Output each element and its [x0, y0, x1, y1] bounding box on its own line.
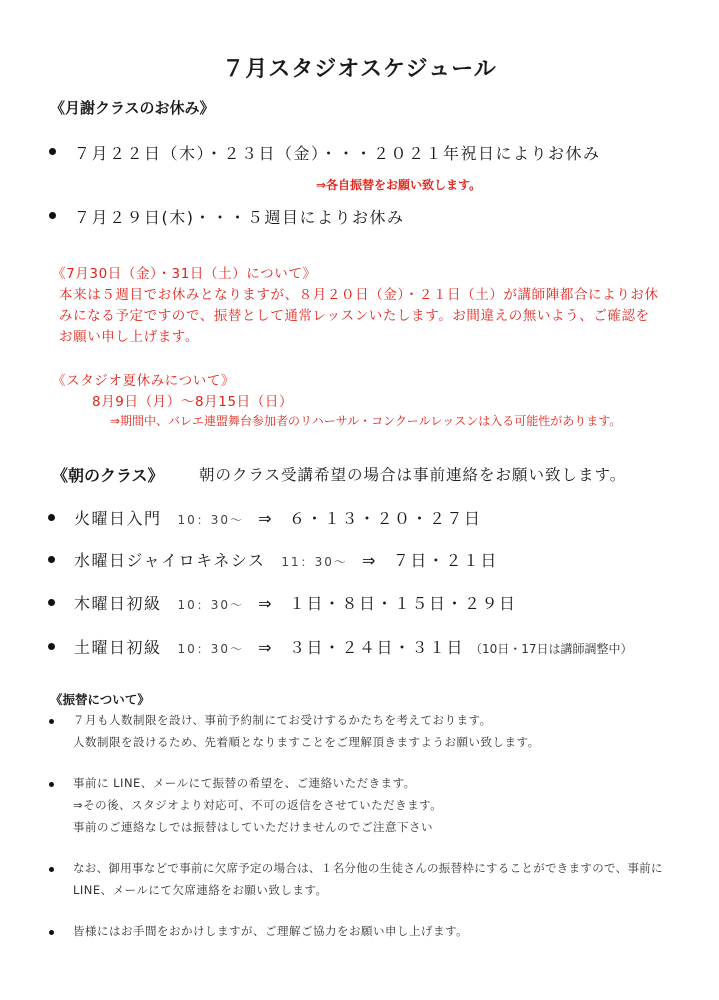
holiday-item-2: ７月２９日(木)・・・５週目によりお休み	[74, 208, 405, 227]
bullet	[48, 514, 55, 521]
getsu-heading: 《月謝クラスのお休み》	[50, 99, 215, 117]
class-time: 10：30～	[177, 642, 245, 656]
bullet	[49, 719, 54, 724]
furikae-p1-line-2: 人数制限を設けるため、先着順となりますことをご理解頂きますようお願い致します。	[73, 735, 540, 749]
holiday-item-1-note: ⇒各自振替をお願い致します。	[316, 178, 482, 192]
bullet	[48, 599, 55, 606]
furikae-p3-line-2: LINE、メールにて欠席連絡をお願い致します。	[73, 883, 328, 897]
arrow-icon: ⇒	[361, 551, 377, 570]
summer-dates: 8月9日（月）～8月15日（日）	[92, 394, 294, 410]
class-name: 火曜日入門	[74, 509, 162, 528]
arrow-icon: ⇒	[258, 638, 273, 657]
page-title: ７月スタジオスケジュール	[222, 57, 497, 82]
furikae-p3-line-1: なお、御用事などで事前に欠席予定の場合は、１名分他の生徒さんの振替枠にすることができますので、事前に	[73, 861, 663, 875]
summer-note: ⇒期間中、バレエ連盟舞台参加者のリハーサル・コンクールレッスンは入る可能性があります。	[110, 414, 622, 428]
furikae-heading: 《振替について》	[50, 692, 150, 707]
class-dates: ７日・２１日	[392, 551, 498, 570]
summer-heading: 《スタジオ夏休みについて》	[52, 373, 236, 389]
morning-subtitle: 朝のクラス受講希望の場合は事前連絡をお願い致します。	[199, 466, 627, 484]
furikae-p2-line-3: 事前のご連絡なしでは振替はしていただけませんのでご注意下さい	[73, 820, 433, 834]
bullet	[48, 556, 55, 563]
furikae-p1-line-1: ７月も人数制限を設け、事前予約制にてお受けするかたちを考えております。	[73, 713, 492, 727]
arrow-icon: ⇒	[258, 509, 273, 528]
notice-line-2: みになる予定ですので、振替として通常レッスンいたします。お間違えの無いよう、ご確認を	[59, 308, 650, 324]
morning-class-row	[74, 506, 481, 529]
furikae-p2-line-1: 事前に LINE、メールにて振替の希望を、ご連絡いただきます。	[73, 776, 416, 790]
class-dates: ３日・２４日・３１日	[288, 638, 464, 657]
bullet	[49, 782, 54, 787]
furikae-p2-line-2: ⇒その後、スタジオより対応可、不可の返信をさせていただきます。	[73, 798, 443, 812]
class-note: （10日・17日は講師調整中）	[469, 642, 633, 656]
holiday-item-1: ７月２２日（木）・２３日（金）・・・２０２１年祝日によりお休み	[74, 144, 601, 163]
bullet	[49, 930, 54, 935]
notice-heading: 《7月30日（金）・31日（土）について》	[52, 266, 317, 282]
class-name: 水曜日ジャイロキネシス	[74, 551, 266, 570]
notice-line-1: 本来は５週目でお休みとなりますが、８月２０日（金）・２１日（土）が講師陣都合によりお休	[59, 287, 659, 303]
class-name: 土曜日初級	[74, 638, 162, 657]
morning-class-row	[74, 548, 498, 571]
morning-heading: 《朝のクラス》	[52, 466, 164, 485]
arrow-icon: ⇒	[258, 594, 273, 613]
morning-class-row	[74, 635, 633, 658]
class-time: 10：30～	[177, 598, 245, 612]
morning-class-row	[74, 591, 516, 614]
bullet	[49, 148, 56, 155]
furikae-p4: 皆様にはお手間をおかけしますが、ご理解ご協力をお願い申し上げます。	[73, 924, 469, 938]
bullet	[48, 643, 55, 650]
class-dates: １日・８日・１５日・２９日	[288, 594, 517, 613]
class-dates: ６・１３・２０・２７日	[288, 509, 482, 528]
class-time: 10：30～	[177, 513, 245, 527]
notice-line-3: お願い申し上げます。	[59, 329, 199, 345]
bullet	[49, 212, 56, 219]
bullet	[49, 867, 54, 872]
class-name: 木曜日初級	[74, 594, 162, 613]
class-time: 11：30～	[281, 555, 348, 569]
